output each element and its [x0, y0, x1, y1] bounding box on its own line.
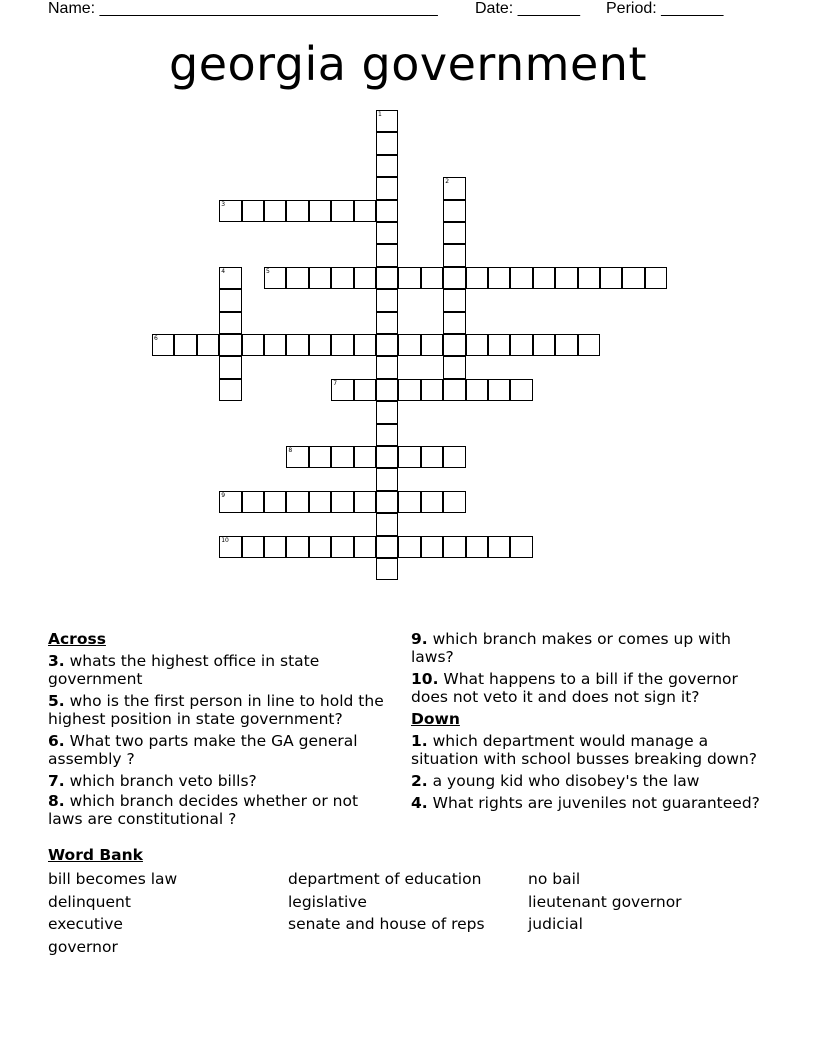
crossword-cell[interactable]: [354, 334, 376, 356]
word-bank-column-3: [528, 868, 682, 936]
crossword-cell[interactable]: [264, 536, 286, 558]
crossword-cell[interactable]: [309, 491, 331, 513]
clue-text: What happens to a bill if the governor does not veto it and does not sign it?: [411, 670, 738, 706]
clue-number: 4.: [411, 794, 428, 812]
crossword-cell[interactable]: [376, 222, 398, 244]
word-bank-item: no bail: [528, 870, 581, 888]
clue-across-6: [48, 732, 393, 768]
crossword-cell[interactable]: [219, 334, 241, 356]
crossword-cell[interactable]: [466, 379, 488, 401]
crossword-cell[interactable]: [354, 446, 376, 468]
crossword-cell[interactable]: [376, 289, 398, 311]
crossword-cell[interactable]: [286, 446, 308, 468]
crossword-cell[interactable]: [197, 334, 219, 356]
crossword-cell[interactable]: [421, 379, 443, 401]
word-bank-heading: Word Bank: [48, 846, 143, 864]
crossword-cell[interactable]: [354, 491, 376, 513]
crossword-cell[interactable]: [443, 312, 465, 334]
cell-number: 7: [333, 379, 338, 387]
word-bank-column-2: [288, 868, 485, 936]
clue-text: which branch veto bills?: [69, 772, 257, 790]
clue-across-7: [48, 772, 393, 790]
clue-text: which branch decides whether or not laws are constitutional ?: [48, 792, 359, 828]
cell-number: 3: [221, 200, 226, 208]
clue-text: who is the first person in line to hold the highest position in state government?: [48, 692, 384, 728]
crossword-cell[interactable]: [219, 356, 241, 378]
clue-number: 5.: [48, 692, 65, 710]
crossword-cell[interactable]: [376, 446, 398, 468]
crossword-cell[interactable]: [510, 267, 532, 289]
crossword-cell[interactable]: [264, 491, 286, 513]
crossword-cell[interactable]: [264, 267, 286, 289]
word-bank-item: delinquent: [48, 892, 131, 911]
word-bank-item: legislative: [288, 892, 367, 911]
clue-number: 1.: [411, 732, 428, 750]
crossword-cell[interactable]: [421, 446, 443, 468]
cell-number: 9: [221, 491, 226, 499]
crossword-cell[interactable]: [443, 491, 465, 513]
crossword-cell[interactable]: [533, 267, 555, 289]
crossword-cell[interactable]: [443, 267, 465, 289]
crossword-cell[interactable]: [376, 558, 398, 580]
crossword-cell[interactable]: [309, 267, 331, 289]
crossword-cell[interactable]: [376, 312, 398, 334]
crossword-cell[interactable]: [242, 491, 264, 513]
crossword-cell[interactable]: [286, 536, 308, 558]
crossword-cell[interactable]: [398, 491, 420, 513]
crossword-cell[interactable]: [466, 267, 488, 289]
crossword-cell[interactable]: [376, 110, 398, 132]
crossword-cell[interactable]: [443, 379, 465, 401]
cell-number: 1: [378, 111, 382, 118]
crossword-cell[interactable]: [152, 334, 174, 356]
crossword-cell[interactable]: [242, 200, 264, 222]
word-bank-item: bill becomes law: [48, 870, 178, 888]
crossword-cell[interactable]: [533, 334, 555, 356]
crossword-cell[interactable]: [376, 401, 398, 423]
clue-down-4: [411, 794, 771, 812]
crossword-cell[interactable]: [376, 334, 398, 356]
crossword-cell[interactable]: [488, 536, 510, 558]
crossword-cell[interactable]: [510, 334, 532, 356]
crossword-cell[interactable]: [443, 244, 465, 266]
crossword-cell[interactable]: [376, 267, 398, 289]
crossword-cell[interactable]: [376, 536, 398, 558]
crossword-cell[interactable]: [286, 200, 308, 222]
crossword-cell[interactable]: [421, 491, 443, 513]
clue-text: whats the highest office in state government: [48, 652, 320, 688]
crossword-cell[interactable]: [331, 446, 353, 468]
crossword-cell[interactable]: [600, 267, 622, 289]
cell-number: 6: [154, 335, 158, 342]
clues-right-column: [411, 630, 771, 816]
crossword-cell[interactable]: [376, 244, 398, 266]
clue-number: 6.: [48, 732, 65, 750]
crossword-cell[interactable]: [219, 536, 241, 558]
crossword-cell[interactable]: [578, 267, 600, 289]
clue-across-5: [48, 692, 393, 728]
clue-across-8: [48, 792, 393, 828]
crossword-cell[interactable]: [398, 536, 420, 558]
crossword-cell[interactable]: [443, 200, 465, 222]
crossword-cell[interactable]: [219, 379, 241, 401]
crossword-cell[interactable]: [443, 356, 465, 378]
crossword-cell[interactable]: [286, 267, 308, 289]
word-bank-column-1: [48, 868, 177, 959]
across-heading: Across: [48, 630, 106, 648]
date-field-label[interactable]: Date: _______: [475, 0, 580, 17]
clue-number: 3.: [48, 652, 65, 670]
clue-text: What two parts make the GA general assembly ?: [48, 732, 358, 768]
crossword-cell[interactable]: [443, 536, 465, 558]
clue-down-2: [411, 772, 771, 790]
crossword-cell[interactable]: [398, 379, 420, 401]
crossword-cell[interactable]: [219, 491, 241, 513]
crossword-cell[interactable]: [242, 536, 264, 558]
period-field-label[interactable]: Period: _______: [606, 0, 724, 17]
crossword-cell[interactable]: [510, 379, 532, 401]
crossword-cell[interactable]: [264, 200, 286, 222]
crossword-cell[interactable]: [219, 312, 241, 334]
cell-number: 8: [288, 447, 293, 454]
crossword-cell[interactable]: [466, 334, 488, 356]
crossword-cell[interactable]: [354, 379, 376, 401]
clue-text: which branch makes or comes up with laws?: [411, 630, 731, 666]
word-bank-item: lieutenant governor: [528, 892, 682, 911]
down-heading: Down: [411, 710, 460, 728]
crossword-cell[interactable]: [242, 334, 264, 356]
clue-down-1: [411, 732, 771, 768]
clue-number: 2.: [411, 772, 428, 790]
crossword-cell[interactable]: [488, 267, 510, 289]
crossword-cell[interactable]: [443, 334, 465, 356]
crossword-cell[interactable]: [264, 334, 286, 356]
crossword-cell[interactable]: [309, 200, 331, 222]
crossword-cell[interactable]: [286, 491, 308, 513]
crossword-cell[interactable]: [331, 379, 353, 401]
crossword-cell[interactable]: [443, 177, 465, 199]
crossword-cell[interactable]: [309, 334, 331, 356]
crossword-cell[interactable]: [645, 267, 667, 289]
crossword-cell[interactable]: [376, 468, 398, 490]
word-bank-item: senate and house of reps: [288, 915, 485, 934]
clue-text: which department would manage a situation with school busses breaking down?: [411, 732, 758, 768]
crossword-cell[interactable]: [421, 536, 443, 558]
clue-text: a young kid who disobey's the law: [432, 772, 700, 790]
crossword-cell[interactable]: [488, 334, 510, 356]
word-bank-item: department of education: [288, 870, 482, 888]
crossword-cell[interactable]: [354, 200, 376, 222]
name-field-label[interactable]: Name: ______________________________________: [48, 0, 438, 17]
clue-number: 8.: [48, 792, 65, 810]
cell-number: 4: [221, 267, 226, 275]
clue-across-9: [411, 630, 771, 666]
crossword-cell[interactable]: [376, 491, 398, 513]
clue-number: 7.: [48, 772, 65, 790]
cell-number: 5: [266, 267, 270, 275]
crossword-cell[interactable]: [510, 536, 532, 558]
crossword-cell[interactable]: [331, 536, 353, 558]
crossword-cell[interactable]: [376, 356, 398, 378]
crossword-cell[interactable]: [219, 289, 241, 311]
crossword-cell[interactable]: [219, 200, 241, 222]
crossword-cell[interactable]: [398, 334, 420, 356]
crossword-cell[interactable]: [309, 536, 331, 558]
crossword-cell[interactable]: [354, 267, 376, 289]
cell-number: 2: [445, 178, 450, 186]
crossword-cell[interactable]: [555, 334, 577, 356]
crossword-cell[interactable]: [354, 536, 376, 558]
word-bank-item: judicial: [528, 915, 583, 934]
crossword-cell[interactable]: [443, 289, 465, 311]
clue-across-3: [48, 652, 393, 688]
word-bank-item: executive: [48, 915, 123, 934]
crossword-cell[interactable]: [398, 446, 420, 468]
crossword-cell[interactable]: [376, 155, 398, 177]
crossword-cell[interactable]: [488, 379, 510, 401]
crossword-cell[interactable]: [286, 334, 308, 356]
crossword-cell[interactable]: [443, 222, 465, 244]
crossword-cell[interactable]: [376, 132, 398, 154]
crossword-cell[interactable]: [219, 267, 241, 289]
clues-left-column: [48, 630, 393, 832]
crossword-cell[interactable]: [622, 267, 644, 289]
crossword-cell[interactable]: [376, 379, 398, 401]
crossword-cell[interactable]: [421, 267, 443, 289]
clue-number: 10.: [411, 670, 439, 688]
word-bank-item: governor: [48, 938, 118, 957]
crossword-cell[interactable]: [331, 267, 353, 289]
cell-number: 10: [221, 536, 229, 544]
clue-text: What rights are juveniles not guaranteed?: [432, 794, 760, 812]
crossword-cell[interactable]: [331, 334, 353, 356]
clue-across-10: [411, 670, 771, 706]
crossword-cell[interactable]: [376, 200, 398, 222]
crossword-cell[interactable]: [466, 536, 488, 558]
clue-number: 9.: [411, 630, 428, 648]
crossword-cell[interactable]: [174, 334, 196, 356]
crossword-cell[interactable]: [443, 446, 465, 468]
crossword-cell[interactable]: [331, 491, 353, 513]
crossword-cell[interactable]: [376, 424, 398, 446]
crossword-cell[interactable]: [398, 267, 420, 289]
crossword-cell[interactable]: [309, 446, 331, 468]
crossword-cell[interactable]: [578, 334, 600, 356]
crossword-cell[interactable]: [421, 334, 443, 356]
crossword-cell[interactable]: [555, 267, 577, 289]
puzzle-title: georgia government: [169, 37, 647, 91]
crossword-cell[interactable]: [376, 177, 398, 199]
crossword-cell[interactable]: [331, 200, 353, 222]
crossword-cell[interactable]: [376, 513, 398, 535]
